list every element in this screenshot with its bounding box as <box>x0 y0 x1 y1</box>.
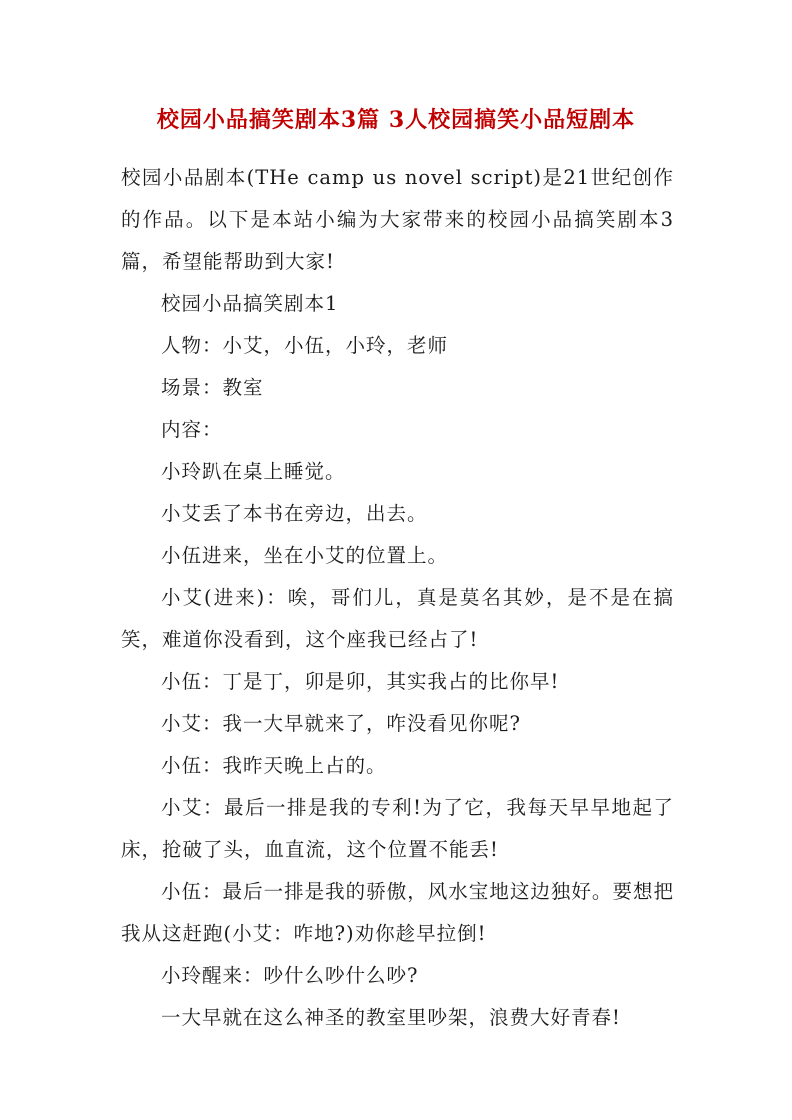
paragraph-characters: 人物：小艾，小伍，小玲，老师 <box>161 334 449 357</box>
paragraph-scene: 场景：教室 <box>161 376 264 399</box>
paragraph-line: 小艾：我一大早就来了，咋没看见你呢? <box>161 712 521 735</box>
document-title: 校园小品搞笑剧本3篇 3人校园搞笑小品短剧本 <box>156 107 636 133</box>
paragraph-intro: 校园小品剧本(THe camp us novel script)是21世纪创作的作品。以下是本站小编为大家带来的校园小品搞笑剧本3篇，希望能帮助到大家! <box>121 166 674 273</box>
paragraph-line: 一大早就在这么神圣的教室里吵架，浪费大好青春! <box>161 1006 621 1029</box>
paragraph-line: 小伍：最后一排是我的骄傲，风水宝地这边独好。要想把我从这赶跑(小艾：咋地?)劝你趁早拉倒! <box>121 880 674 945</box>
paragraph-script-heading: 校园小品搞笑剧本1 <box>161 292 339 315</box>
paragraph-line: 小艾(进来)：唉，哥们儿，真是莫名其妙，是不是在搞笑，难道你没看到，这个座我已经占了! <box>121 586 674 651</box>
paragraph-line: 小艾丢了本书在旁边，出去。 <box>161 502 428 525</box>
paragraph-line: 小玲醒来：吵什么吵什么吵? <box>161 964 419 987</box>
paragraph-content-label: 内容： <box>161 418 223 441</box>
paragraph-line: 小伍：我昨天晚上占的。 <box>161 754 387 777</box>
document-body <box>121 157 674 1039</box>
paragraph-line: 小伍：丁是丁，卯是卯，其实我占的比你早! <box>161 670 560 693</box>
paragraph-line: 小艾：最后一排是我的专利!为了它，我每天早早地起了床，抢破了头，血直流，这个位置不能丢! <box>121 796 674 861</box>
paragraph-line: 小伍进来，坐在小艾的位置上。 <box>161 544 449 567</box>
paragraph-line: 小玲趴在桌上睡觉。 <box>161 460 346 483</box>
